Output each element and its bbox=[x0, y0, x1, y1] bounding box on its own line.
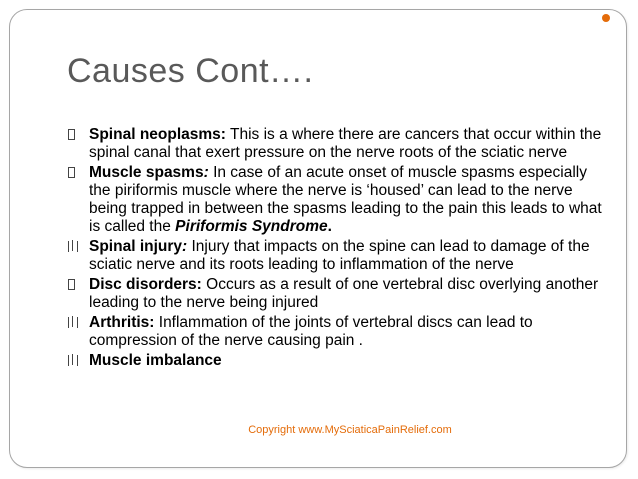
bullet-text: Inflammation of the joints of vertebral discs can lead to compression of the nerve causing pain . bbox=[89, 314, 533, 349]
copyright-footer: Copyright www.MySciaticaPainRelief.com bbox=[248, 424, 452, 436]
bullet-text: Occurs as a result of one vertebral disc overlying another leading to the nerve being injured bbox=[89, 276, 599, 311]
bullet-term-suffix: : bbox=[203, 164, 209, 181]
slide-title: Causes Cont…. bbox=[67, 52, 314, 90]
bullet-box-icon bbox=[68, 241, 78, 252]
bullet-item bbox=[68, 314, 608, 350]
bullet-item bbox=[68, 276, 608, 312]
bullet-box-icon bbox=[68, 167, 75, 178]
bullet-item bbox=[68, 164, 608, 236]
bullet-emphasis: Piriformis Syndrome bbox=[175, 218, 328, 235]
bullet-box-icon bbox=[68, 317, 78, 328]
bullet-item bbox=[68, 126, 608, 162]
bullet-item bbox=[68, 352, 608, 370]
bullet-list bbox=[68, 126, 608, 372]
bullet-text: This is a where there are cancers that occur within the spinal canal that exert pressure on the nerve roots of the sciatic nerve bbox=[89, 126, 602, 161]
bullet-term: Disc disorders: bbox=[89, 276, 202, 293]
bullet-text: Injury that impacts on the spine can lead to damage of the sciatic nerve and its roots leading to inflammation of the nerve bbox=[89, 238, 590, 273]
bullet-box-icon bbox=[68, 355, 78, 366]
bullet-term: Arthritis: bbox=[89, 314, 155, 331]
bullet-term: Muscle spasms bbox=[89, 164, 204, 181]
bullet-term: Spinal injury bbox=[89, 238, 183, 255]
bullet-end: . bbox=[327, 218, 332, 235]
bullet-term-suffix: : bbox=[182, 238, 188, 255]
bullet-box-icon bbox=[68, 129, 75, 140]
bullet-item bbox=[68, 238, 608, 274]
bullet-box-icon bbox=[68, 279, 75, 290]
bullet-text: In case of an acute onset of muscle spasms especially the piriformis muscle where the nerve is ‘housed’ can lead to the nerve being trapped in between the spasms leading to the pain this leads to what is called the bbox=[89, 164, 602, 235]
corner-dot bbox=[602, 14, 610, 22]
bullet-term: Muscle imbalance bbox=[89, 352, 222, 369]
bullet-term: Spinal neoplasms: bbox=[89, 126, 226, 143]
